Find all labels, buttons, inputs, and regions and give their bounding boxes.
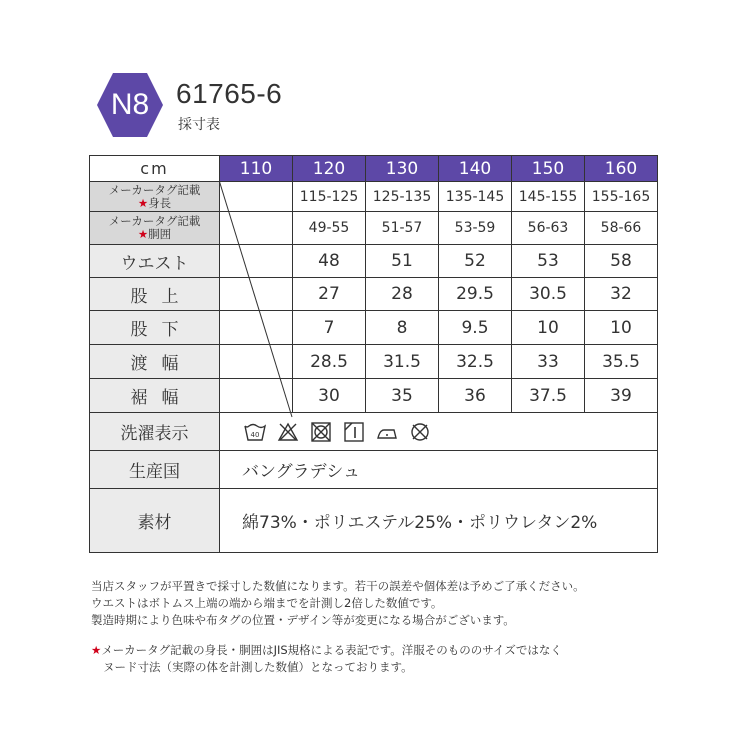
table-cell: 58-66: [585, 212, 658, 245]
table-cell: 8: [366, 311, 439, 345]
table-cell: 10: [585, 311, 658, 345]
table-header-row: [90, 156, 658, 182]
row-label-material: 素材: [90, 489, 220, 553]
table-cell: 135-145: [439, 182, 512, 212]
table-cell: 27: [293, 278, 366, 311]
table-cell: 9.5: [439, 311, 512, 345]
note-line: ★メーカータグ記載の身長・胴囲はJIS規格による表記です。洋服そのもののサイズではなく: [91, 643, 562, 657]
table-cell: 30.5: [512, 278, 585, 311]
size-table: [89, 155, 658, 553]
note-line: ヌード寸法（実際の体を計測した数値）となっております。: [103, 660, 413, 674]
line-dry-shade-icon: [343, 421, 365, 443]
size-header: 140: [439, 156, 512, 182]
table-cell: 53: [512, 245, 585, 278]
row-label-waist-girth: メーカータグ記載 ★胴囲: [90, 212, 220, 245]
table-cell: 35.5: [585, 345, 658, 379]
table-cell: [220, 278, 293, 311]
table-cell: 53-59: [439, 212, 512, 245]
table-cell: 49-55: [293, 212, 366, 245]
no-tumble-dry-icon: [310, 421, 332, 443]
row-label-care: 洗濯表示: [90, 413, 220, 451]
note-line: 製造時期により色味や布タグの位置・デザイン等が変更になる場合がございます。: [91, 613, 515, 627]
unit-cell: cm: [90, 156, 220, 182]
sheet-title: 採寸表: [178, 117, 220, 133]
iron-low-icon: [376, 421, 398, 443]
table-cell: 58: [585, 245, 658, 278]
row-label-origin: 生産国: [90, 451, 220, 489]
product-header: [96, 70, 496, 140]
row-label-rise: 股上: [90, 278, 220, 311]
material-value: 綿73%・ポリエステル25%・ポリウレタン2%: [220, 489, 658, 553]
product-code: 61765-6: [176, 78, 283, 109]
note-line: ウエストはボトムス上端の端から端までを計測し2倍した数値です。: [91, 596, 443, 610]
care-row: [90, 413, 658, 451]
row-label-height: メーカータグ記載 ★身長: [90, 182, 220, 212]
table-cell: 51-57: [366, 212, 439, 245]
table-cell: 28.5: [293, 345, 366, 379]
table-cell: 145-155: [512, 182, 585, 212]
table-cell: 56-63: [512, 212, 585, 245]
size-header: 120: [293, 156, 366, 182]
care-icons: [220, 413, 658, 451]
size-header: 160: [585, 156, 658, 182]
table-cell: 51: [366, 245, 439, 278]
no-dry-clean-icon: [409, 421, 431, 443]
row-label-waist: ウエスト: [90, 245, 220, 278]
table-cell: 39: [585, 379, 658, 413]
table-cell: 10: [512, 311, 585, 345]
origin-value: バングラデシュ: [220, 451, 658, 489]
table-cell: 32: [585, 278, 658, 311]
size-header: 150: [512, 156, 585, 182]
table-cell: 125-135: [366, 182, 439, 212]
row-label-inseam: 股下: [90, 311, 220, 345]
note-line: 当店スタッフが平置きで採寸した数値になります。若干の誤差や個体差は予めご了承ください。: [91, 579, 585, 593]
table-cell: [220, 212, 293, 245]
table-cell: 155-165: [585, 182, 658, 212]
table-row: [90, 278, 658, 311]
table-cell: 48: [293, 245, 366, 278]
svg-text:40: 40: [250, 430, 260, 439]
material-row: [90, 489, 658, 553]
table-row: [90, 345, 658, 379]
table-row: [90, 245, 658, 278]
table-cell: 29.5: [439, 278, 512, 311]
table-cell: 32.5: [439, 345, 512, 379]
table-cell: 35: [366, 379, 439, 413]
table-row: [90, 379, 658, 413]
table-cell: 30: [293, 379, 366, 413]
table-row: [90, 182, 658, 212]
table-cell: [220, 345, 293, 379]
table-cell: [220, 182, 293, 212]
table-cell: 28: [366, 278, 439, 311]
row-label-thigh-width: 渡幅: [90, 345, 220, 379]
size-header: 110: [220, 156, 293, 182]
table-row: [90, 212, 658, 245]
table-cell: 33: [512, 345, 585, 379]
table-cell: 37.5: [512, 379, 585, 413]
table-cell: 36: [439, 379, 512, 413]
table-cell: [220, 311, 293, 345]
table-cell: 31.5: [366, 345, 439, 379]
origin-row: [90, 451, 658, 489]
size-header: 130: [366, 156, 439, 182]
jis-notes-block: [91, 642, 562, 676]
row-label-hem-width: 裾幅: [90, 379, 220, 413]
size-badge: [96, 70, 164, 140]
table-cell: 7: [293, 311, 366, 345]
badge-label: N8: [110, 88, 150, 121]
table-cell: [220, 245, 293, 278]
wash-40-icon: [244, 421, 266, 443]
table-cell: 115-125: [293, 182, 366, 212]
table-cell: 52: [439, 245, 512, 278]
star-mark: ★: [91, 643, 102, 657]
table-row: [90, 311, 658, 345]
table-cell: [220, 379, 293, 413]
notes-block: [91, 578, 585, 629]
no-bleach-icon: [277, 421, 299, 443]
